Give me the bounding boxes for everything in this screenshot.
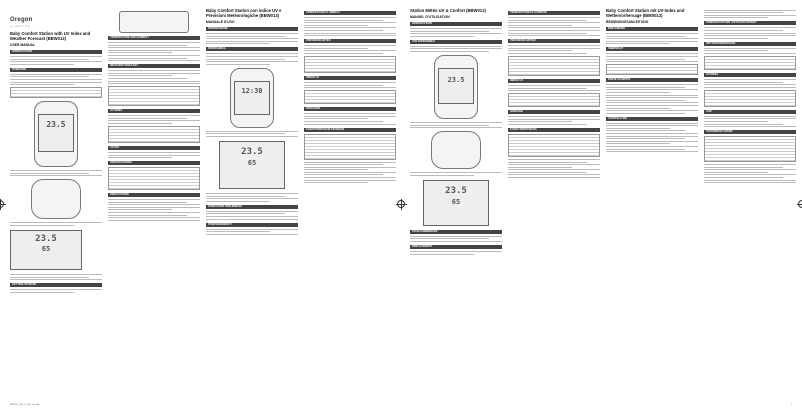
- section-header: AUFSTELLUNG: [606, 117, 698, 121]
- section-header: OPERAZIONI PRELIMINARI: [206, 205, 298, 209]
- device-back-fr: [431, 131, 481, 169]
- section-header: PREVISIONI METEO: [304, 39, 396, 43]
- lcd-display-it: 23.5 65: [219, 141, 285, 189]
- device-illustration-fr: 23.5: [434, 55, 478, 119]
- footer-page: 1: [790, 404, 792, 406]
- section-header: TEMPÉRATURE ET HUMIDITÉ: [508, 11, 600, 15]
- section-header: POSIZIONAMENTO: [206, 223, 298, 227]
- section-header: INTRODUZIONE: [206, 27, 298, 31]
- section-header: CLOCK: [108, 146, 200, 150]
- section-header: UHR: [704, 110, 796, 114]
- section-header: UV INDEX: [108, 109, 200, 113]
- panel-it-1: [206, 8, 298, 400]
- section-header: INDICE UV: [304, 76, 396, 80]
- registration-mark-center: [397, 200, 405, 208]
- section-header: WETTERVORHERSAGE: [704, 42, 796, 46]
- forecast-table: [108, 86, 200, 106]
- section-header: UV-INDEX: [704, 73, 796, 77]
- section-header: ERSTE SCHRITTE: [606, 78, 698, 82]
- panel-it-2: [304, 8, 396, 400]
- placement-illustration: [119, 11, 189, 33]
- section-header: SPECIFICATIONS: [108, 161, 200, 165]
- brand-tagline: SCIENTIFIC: [10, 26, 32, 28]
- section-header: PRÉVISIONS MÉTÉO: [508, 39, 600, 43]
- section-header: WEATHER FORECAST: [108, 64, 200, 68]
- section-header: INTRODUCTION: [10, 50, 102, 54]
- overview-table: [10, 87, 102, 98]
- manual-subtitle-it: MANUALE D'USO: [206, 20, 235, 24]
- section-header: PRECAUTIONS: [108, 193, 200, 197]
- section-header: TEMPERATURE AND HUMIDITY: [108, 36, 200, 40]
- panel-fr-2: [508, 8, 600, 400]
- section-header: CARACTÉRISTIQUES: [508, 128, 600, 132]
- section-header: OVERVIEW: [10, 68, 102, 72]
- section-header: GETTING STARTED: [10, 283, 102, 287]
- brand-logo: Oregon: [10, 17, 33, 23]
- section-header: TEMPERATURA E UMIDITÀ: [304, 11, 396, 15]
- manual-title-it: Baby Comfort Station con indice UV e Previsioni Meteorologiche (BBW013): [206, 8, 282, 18]
- footer-file: BBW013_EN_IT_FR_DE.indd: [10, 404, 40, 406]
- panel-de-2: [704, 8, 796, 400]
- section-header: POUR COMMENCER: [410, 230, 502, 234]
- manual-title-fr: Station Météo UV & Confort (BBW013): [410, 8, 486, 13]
- panel-fr-1: [410, 8, 502, 400]
- panel-de-1: [606, 8, 698, 400]
- manual-subtitle-de: BEDIENUNGSANLEITUNG: [606, 20, 649, 24]
- lcd-display: 23.5 65: [10, 230, 82, 270]
- registration-mark-left: [0, 200, 4, 208]
- section-header: HORLOGE: [508, 110, 600, 114]
- section-header: CARATTERISTICHE TECNICHE: [304, 128, 396, 132]
- registration-mark-right: [798, 200, 802, 208]
- device-illustration-it: 12:30: [230, 68, 274, 128]
- section-header: PANORAMICA: [206, 47, 298, 51]
- panel-en-1: [10, 8, 102, 400]
- section-header: TECHNISCHE DATEN: [704, 130, 796, 134]
- section-header: EINFÜHRUNG: [606, 27, 698, 31]
- section-header: ÜBERSICHT: [606, 47, 698, 51]
- panel-en-2: [108, 8, 200, 400]
- device-illustration-back: [31, 179, 81, 219]
- manual-subtitle: USER MANUAL: [10, 43, 36, 47]
- section-header: INDICE UV: [508, 79, 600, 83]
- section-header: INTRODUCTION: [410, 22, 502, 26]
- uv-table: [108, 126, 200, 143]
- lcd-display-fr: 23.5 65: [423, 180, 489, 226]
- section-header: VUE D'ENSEMBLE: [410, 40, 502, 44]
- section-header: TEMPERATUR UND LUFTFEUCHTIGKEIT: [704, 21, 796, 25]
- section-header: EMPLACEMENT: [410, 245, 502, 249]
- device-illustration-front: 23.5: [34, 101, 78, 167]
- manual-subtitle-fr: MANUEL D'UTILISATION: [410, 15, 450, 19]
- manual-title: Baby Comfort Station with UV Index and Weather Forecast (BBW013): [10, 31, 91, 41]
- manual-title-de: Baby Comfort Station mit UV-Index und Wettervorhersage (BBW013): [606, 8, 685, 18]
- section-header: OROLOGIO: [304, 107, 396, 111]
